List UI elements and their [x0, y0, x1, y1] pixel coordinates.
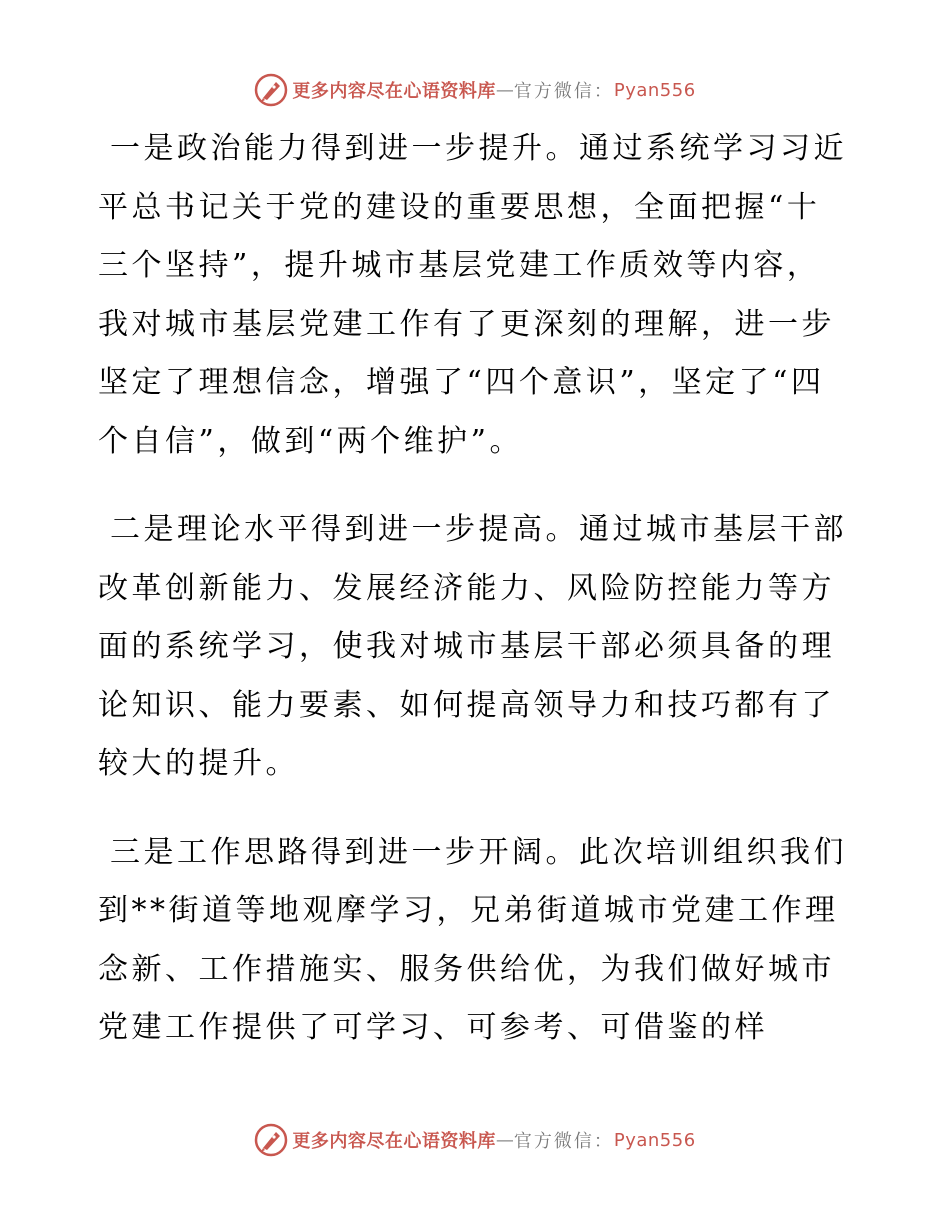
paragraph-theory-level: 二是理论水平得到进一步提高。通过城市基层干部改革创新能力、发展经济能力、风险防控能力等方面的系统学习，使我对城市基层干部必须具备的理论知识、能力要素、如何提高领导力和技巧都有了较大的提升。 [98, 512, 847, 781]
paragraph-work-ideas: 三是工作思路得到进一步开阔。此次培训组织我们到**街道等地观摩学习，兄弟街道城市党建工作理念新、工作措施实、服务供给优，为我们做好城市党建工作提供了可学习、可参考、可借鉴的样 [98, 834, 847, 1045]
watermark-label: 官方微信： [513, 81, 614, 102]
pen-nib-logo-icon [254, 1123, 288, 1157]
watermark-wechat-id: Pyan556 [613, 79, 696, 101]
document-body [98, 120, 850, 1088]
watermark-brand: 更多内容尽在心语资料库 [292, 1131, 496, 1152]
watermark-wechat-id: Pyan556 [613, 1129, 696, 1151]
paragraph-political-ability: 一是政治能力得到进一步提升。通过系统学习习近平总书记关于党的建设的重要思想，全面把握“十三个坚持”，提升城市基层党建工作质效等内容，我对城市基层党建工作有了更深刻的理解，进一步坚定了理想信念，增强了“四个意识”，坚定了“四个自信”，做到“两个维护”。 [98, 131, 847, 459]
header-watermark [0, 70, 950, 110]
watermark-separator: — [495, 1129, 514, 1151]
watermark-separator: — [495, 79, 514, 101]
footer-watermark [0, 1120, 950, 1160]
pen-nib-logo-icon [254, 73, 288, 107]
watermark-label: 官方微信： [513, 1131, 614, 1152]
watermark-brand: 更多内容尽在心语资料库 [292, 81, 496, 102]
